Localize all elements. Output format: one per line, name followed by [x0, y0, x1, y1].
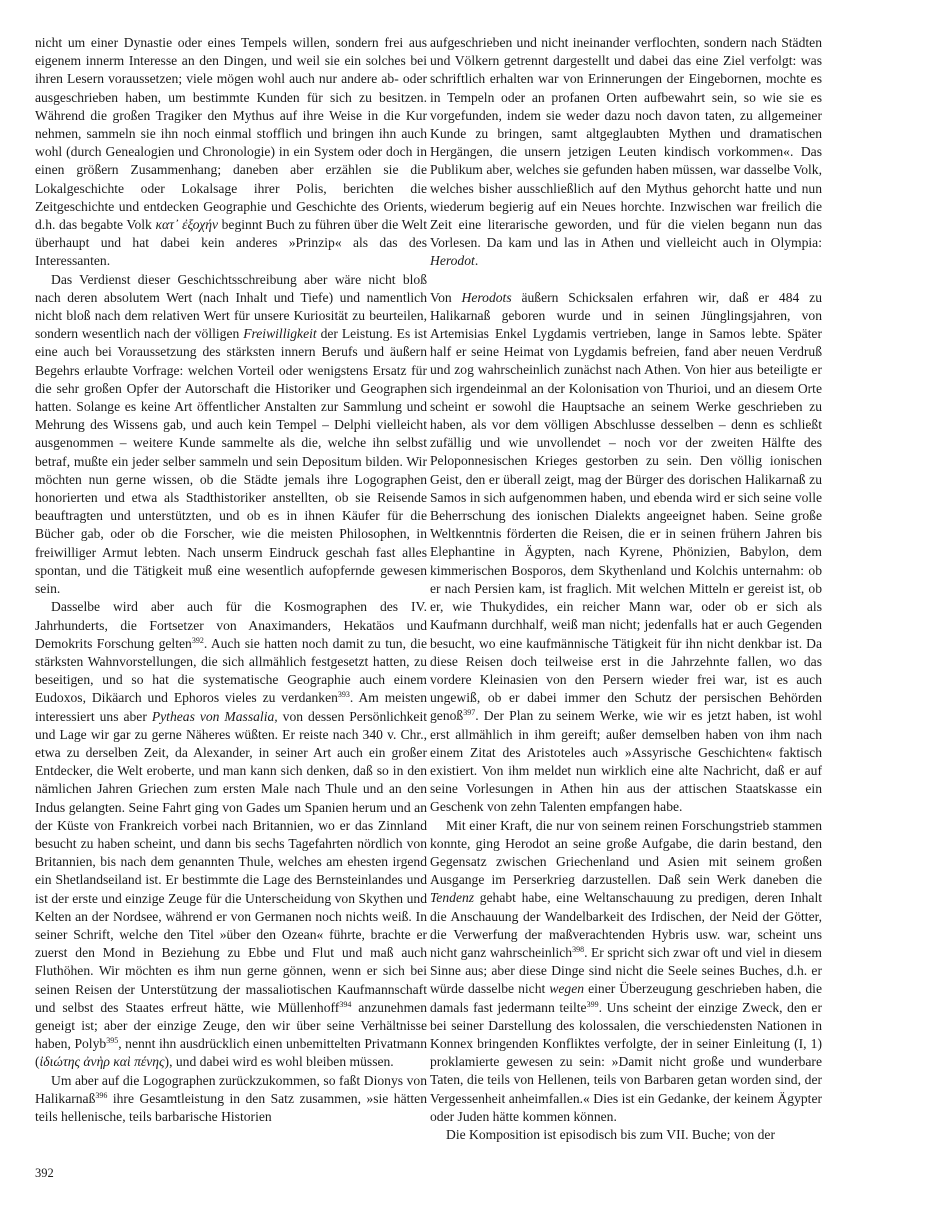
paragraph — [35, 1072, 427, 1127]
text-run: aufgeschrieben und nicht ineinander verflochten, sondern nach Städten und Völkern getrennt dargestellt und dabei das eine Ziel verfolgt: was schriftlich erhalten war von Erinnerungen der Eingebornen, mochte es in Tempeln oder an profanen Orten aufbewahrt sein, so wie sie es vorgefunden, indem sie weder dazu noch davon taten, zu allgemeiner Kunde zu bringen, samt altgeglaubten Mythen und dramatischen Hergängen, die unsern jetzigen Leuten kindisch vorkommen«. Das Publikum aber, welches sie gefunden haben müssen, war dasselbe Volk, welches bisher ausschließlich auf den Mythus gehorcht hatte und nun wiederum begierig auf ein Neues horchte. Inzwischen war freilich die Zeit eine literarische geworden, und für die vielen begann nun das Vorlesen. Da kam und las in Athen und vielleicht auch in Olympia: — [430, 35, 822, 251]
footnote-marker: 393 — [337, 690, 350, 700]
italic-text: ἰδιώτης ἀνὴρ καὶ πένης — [39, 1054, 165, 1070]
footnote-marker: 399 — [586, 999, 599, 1009]
right-column — [430, 34, 822, 1144]
text-run: äußern Schicksalen erfahren wir, daß er 484 zu Halikarnaß geboren wurde und in seinen Jünglingsjahren, von Artemisias Enkel Lygdamis vertrieben, lange in Samos lebte. Später half er seine Heimat von Lygdamis befreien, fand aber neuen Verdruß und zog wahrscheinlich zunächst nach Athen. Von hier aus beteiligte er sich irgendeinmal an der Kolonisation von Thurioi, und an diesem Orte scheint er sowohl die Hauptsache an seinem Werke geschrieben zu haben, als vor dem völligen Abschlusse desselben – denn es schließt zufällig und wie unvollendet – noch vor der zweiten Hälfte des Peloponnesischen Krieges gestorben zu sein. Den völlig ionischen Geist, den er überall zeigt, mag der Bürger des dorischen Halikarnaß zu Samos in sich aufgenommen haben, und ebenda wird er sich seine volle Beherrschung des ionischen Dialekts angeeignet haben. Seine große Weltkenntnis förderten die Reisen, die er in seinen frühern Jahren bis Elephantine in Ägypten, nach Kyrene, Phönizien, Babylon, dem kimmerischen Bosporos, dem Skythenland und Kolchis unternahm: ob er nach Persien kam, ist fraglich. Mit welchen Mitteln er gereist ist, ob er, wie Thukydides, ein reicher Mann war, oder ob er sich als Kaufmann durchhalf, weiß man nicht; jedenfalls hat er auch Gegenden besucht, wo eine kaufmännische Tätigkeit für ihn nicht denkbar ist. Da diese Reisen doch teilweise erst in die Jahrzehnte fallen, wo das vordere Kleinasien von den Persern wieder frei war, ist es auch ungewiß, ob er dabei immer den Schutz der persischen Behörden genoß — [430, 289, 822, 724]
text-run: nicht um einer Dynastie oder eines Tempels willen, sondern frei aus eigenem innerm Interesse an den Dingen, und weil sie ein solches bei ihren Lesern voraussetzen; viele mögen wohl auch nur andere ab- oder ausgeschrieben haben, um bestimmte Kunden für sich zu besitzen. Während die großen Tragiker den Mythus auf ihre Weise in die Kur nehmen, sammeln sie ihn noch einmal stofflich und bringen ihn auch wohl (durch Genealogien und Chronologie) in ein System oder doch in einen größern Zusammenhang; daneben aber erzählen sie die Lokalgeschichte oder Lokalsage ihrer Polis, berichten die Zeitgeschichte und entdecken Geographie und Geschichte des Orients, d.h. das begabte Volk — [35, 35, 427, 233]
paragraph — [35, 34, 427, 271]
text-run: Die Komposition ist episodisch bis zum VII. Buche; von der — [446, 1126, 775, 1142]
page-number: 392 — [35, 1166, 54, 1180]
text-run: . Er spricht sich zwar oft und viel in diesem Sinne aus; aber diese Dinge sind nicht die Seele seines Buches, d.h. er würde dasselbe nicht — [430, 944, 822, 997]
text-run: anzunehmen geneigt ist; aber der einzige Zeuge, den wir über seine Verhältnisse haben, Polyb — [35, 999, 428, 1052]
italic-text: Herodots — [461, 289, 512, 305]
text-run: ), und dabei wird es wohl bleiben müssen. — [164, 1054, 394, 1070]
paragraph — [430, 1126, 822, 1144]
footnote-marker: 396 — [95, 1090, 108, 1100]
paragraph — [35, 271, 427, 599]
footnote-marker: 397 — [463, 708, 476, 718]
footnote-marker: 398 — [572, 944, 585, 954]
paragraph — [35, 598, 427, 1071]
paragraph — [430, 817, 822, 1126]
text-run: . Auch sie hatten noch damit zu tun, die stärksten Wahnvorstellungen, die sich allmählich festgesetzt hatten, zu beseitigen, und so hat die systematische Geographie auch einem Eudoxos, Dikäarch und Ephoros vieles zu verdanken — [35, 635, 428, 706]
text-run: Um aber auf die Logographen zurückzukommen, so faßt Dionys von Halikarnaß — [35, 1072, 427, 1106]
text-run: von dessen Persönlichkeit und Lage wir gar zu gerne Näheres wüßten. Er reiste nach 340 v. Chr., etwa zu derselben Zeit, da Alexander, in seiner Art auch ein großer Entdecker, die Welt eroberte, und man kann sich denken, daß so in den nämlichen Jahren Griechen zum ersten Male nach Thule und an den Indus gelangten. Seine Fahrt ging von Gades um Spanien herum und an der Küste von Frankreich vorbei nach Britannien, wo er das Zinnland besucht zu haben scheint, und dann bis sechs Tagefahrten nördlich von Britannien, bis nach dem genannten Thule, welches am ehesten irgend ein Shetlandseiland ist. Er bestimmte die Lage des Bernsteinlandes und ist der erste und einzige Zeuge für die Unterscheidung von Skythen und Kelten an der Nordsee, während er von Germanen noch nichts weiß. In seiner Schrift, welche den Titel »über den Ozean« führte, brachte er zuerst den Mond in Beziehung zu Ebbe und Flut und maß auch Fluthöhen. Wir möchten es ihm nun gerne gönnen, wenn er sich bei seinen Reisen der Unterstützung der massaliotischen Kaufmannschaft und selbst des Staates erfreut hätte, wie Müllenhoff — [35, 708, 428, 1015]
text-run: einer Überzeugung geschrieben haben, die damals fast jedermann teilte — [430, 981, 822, 1015]
text-run: der Leistung. Es ist eine auch bei Voraussetzung des stärksten innern Berufs und äußern Begehrs erlaubte Vorfrage: welchen Vorteil oder wenigstens Ersatz für die sehr großen Opfer der Autorschaft die Historiker und Geographen hatten. Solange es keine Art öffentlicher Anstalten zur Sammlung und Mehrung des Wissens gab, und auch kein Tempel – Delphi vielleicht ausgenommen – weitere Kunde sammelte als die, welche ihn selbst betraf, mußte ein jeder selber sammeln und sein Depositum bilden. Wir möchten nun gerne wissen, ob die Städte jemals ihre Logographen honorierten und etwa als Stadthistoriker anstellten, ob sie Reisende beauftragten und unterstützten, und ob es in ihnen Käufer für die Bücher gab, oder ob die Forscher, wie die meisten Philosophen, in freiwilliger Armut lebten. Nach unserm Eindruck geschah fast alles spontan, und die Tätigkeit muß eine wesentlich aufopfernde gewesen sein. — [35, 326, 428, 597]
italic-text: κατ᾽ ἐξοχήν — [155, 217, 219, 233]
text-run: Von — [430, 289, 462, 305]
text-run: . Uns scheint der einzige Zweck, den er bei seiner Darstellung des kolossalen, die verschiedensten Nationen in Konnex bringenden Konfliktes verfolgte, der in seiner Einleitung (I, 1) proklamierte gewesen zu sein: »Damit nicht große und wunderbare Taten, die teils von Hellenen, teils von Barbaren getan worden sind, der Vergessenheit anheimfallen.« Dies ist ein Gedanke, der keinem Ägypter oder Juden hätte kommen können. — [430, 999, 822, 1124]
text-run: . Am meisten interessiert uns aber — [35, 690, 427, 724]
paragraph — [430, 289, 822, 817]
left-column — [35, 34, 427, 1126]
text-run: Dasselbe wird aber auch für die Kosmographen des IV. Jahrhunderts, die Fortsetzer von Anaximanders, Hekatäos und Demokrits Forschung gelten — [35, 599, 427, 651]
text-run: . — [474, 253, 479, 269]
italic-text: Pytheas von Massalia, — [151, 708, 278, 724]
text-run: Das Verdienst dieser Geschichtsschreibung aber wäre nicht bloß nach deren absolutem Wert (nach Inhalt und Tiefe) und namentlich nicht bloß nach dem relativen Wert für unsere Kuriosität zu beurteilen, sondern wesentlich nach der völligen — [35, 271, 427, 342]
footnote-marker: 392 — [191, 635, 204, 645]
paragraph — [430, 34, 822, 271]
italic-text: Herodot — [430, 253, 475, 269]
text-run: beginnt Buch zu führen über die Welt überhaupt und hat dabei kein anderes »Prinzip« als das des Interessanten. — [35, 217, 427, 269]
italic-text: wegen — [549, 981, 585, 997]
text-run: gehabt habe, eine Weltanschauung zu predigen, deren Inhalt die Anschauung der Wandelbarkeit des Irdischen, der Neid der Götter, die Verwerfung der maßverachtenden Hybris usw. war, scheint uns nicht ganz wahrscheinlich — [430, 890, 822, 960]
italic-text: Tendenz — [430, 890, 475, 906]
text-run: , nennt ihn ausdrücklich einen unbemittelten Privatmann ( — [35, 1036, 428, 1070]
footnote-marker: 394 — [339, 999, 352, 1009]
italic-text: Freiwilligkeit — [243, 326, 317, 342]
text-run: ihre Gesamtleistung in den Satz zusammen, »sie hätten teils hellenische, teils barbarische Historien — [35, 1090, 427, 1124]
footnote-marker: 395 — [106, 1036, 119, 1046]
text-run: Mit einer Kraft, die nur von seinem reinen Forschungstrieb stammen konnte, ging Herodot an seine große Aufgabe, die darin bestand, den Gegensatz zwischen Griechenland und Asien mit seinem großen Ausgange im Perserkrieg darzustellen. Daß sein Werk daneben die — [430, 817, 822, 888]
text-run: . Der Plan zu seinem Werke, wie wir es jetzt haben, ist wohl erst allmählich in ihm gereift; außer demselben haben von ihm nach einem Zitat des Aristoteles auch »Assyrische Geschichten« faktisch existiert. Von ihm meldet nun wirklich eine alte Nachricht, daß er auf seine Vorlesungen in Athen hin aus der attischen Staatskasse ein Geschenk von zehn Talenten empfangen habe. — [430, 708, 822, 815]
